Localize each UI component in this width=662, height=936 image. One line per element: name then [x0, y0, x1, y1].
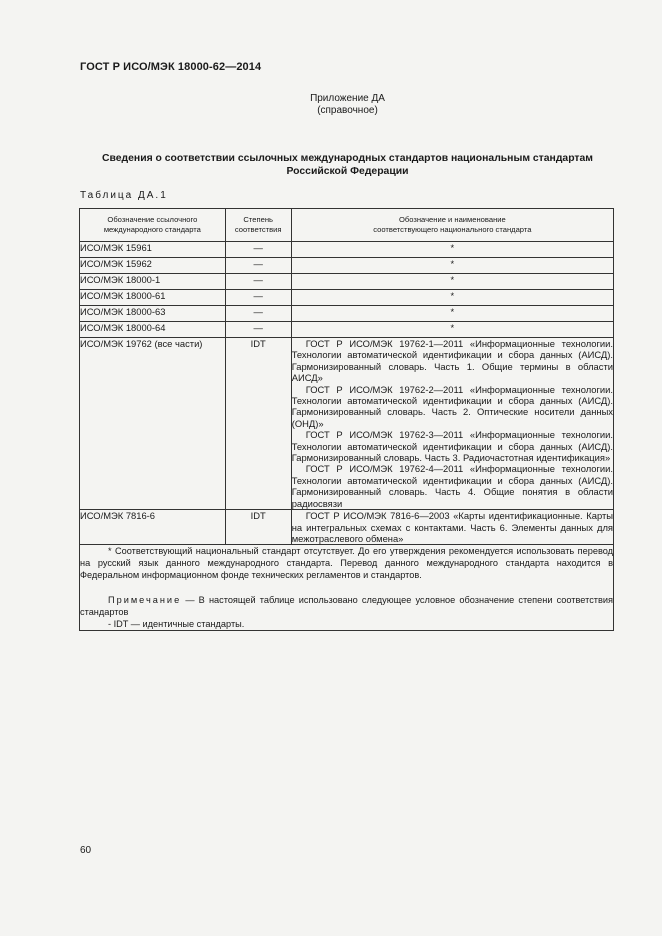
header-intl-standard-line-2: международного стандарта: [103, 225, 201, 234]
page-number: 60: [80, 845, 92, 856]
cell-code: ИСО/МЭК 7816-6: [80, 510, 226, 545]
cell-code: ИСО/МЭК 19762 (все части): [80, 338, 226, 510]
section-title: [80, 152, 615, 178]
table-row: [80, 322, 614, 338]
cell-degree: IDT: [225, 510, 291, 545]
section-title-line-2: Российской Федерации: [286, 166, 409, 177]
cell-code: ИСО/МЭК 18000-61: [80, 290, 226, 306]
national-standard-entry: ГОСТ Р ИСО/МЭК 7816-6—2003 «Карты идентификационные. Карты на интегральных схемах с контактами. Часть 6. Элементы данных для межотраслевого обмена»: [291, 510, 613, 544]
header-intl-standard-line-1: Обозначение ссылочного: [107, 215, 198, 224]
cell-degree: —: [225, 258, 291, 274]
cell-degree: —: [225, 274, 291, 290]
cell-code: ИСО/МЭК 15962: [80, 258, 226, 274]
cell-desc: [291, 510, 613, 545]
header-national-standard-line-1: Обозначение и наименование: [398, 215, 506, 224]
cell-desc: *: [291, 290, 613, 306]
header-national-standard-line-2: соответствующего национального стандарта: [373, 225, 532, 234]
table-header-row: [80, 209, 614, 242]
table-note: [80, 594, 613, 618]
cell-degree: IDT: [225, 338, 291, 510]
document-code: ГОСТ Р ИСО/МЭК 18000-62—2014: [80, 61, 262, 73]
correspondence-table: [79, 208, 614, 631]
cell-desc: *: [291, 306, 613, 322]
section-title-line-1: Сведения о соответствии ссылочных международных стандартов национальным стандартам: [102, 153, 593, 164]
header-degree-line-1: Степень: [243, 215, 274, 224]
note-text: — В настоящей таблице использовано следующее условное обозначение степени соответствия стандартов: [80, 595, 613, 618]
cell-code: ИСО/МЭК 15961: [80, 242, 226, 258]
table-caption: Таблица ДА.1: [80, 190, 168, 201]
header-national-standard: [291, 209, 613, 242]
cell-desc: *: [291, 274, 613, 290]
header-intl-standard: [80, 209, 226, 242]
table-footnotes: [80, 545, 614, 631]
table-row: [80, 242, 614, 258]
footnote: * Соответствующий национальный стандарт отсутствует. До его утверждения рекомендуется использовать перевод на русский язык данного международного стандарта. Перевод данного международного стандарта находится в Федеральном информационном фонде технических регламентов и стандартов.: [80, 546, 613, 581]
cell-degree: —: [225, 306, 291, 322]
annex-title: Приложение ДА: [310, 93, 385, 104]
cell-desc: [291, 338, 613, 510]
cell-degree: —: [225, 290, 291, 306]
note-label: Примечание: [108, 595, 182, 606]
table-row: [80, 274, 614, 290]
table-row: [80, 306, 614, 322]
header-degree-line-2: соответствия: [234, 225, 282, 234]
national-standard-entry: ГОСТ Р ИСО/МЭК 19762-2—2011 «Информационные технологии. Технологии автоматической идентификации и сбора данных (АИСД). Гармонизированный словарь. Часть 2. Оптические носители данных (ОНД)»: [291, 383, 613, 429]
cell-code: ИСО/МЭК 18000-64: [80, 322, 226, 338]
cell-degree: —: [225, 242, 291, 258]
cell-desc: *: [291, 242, 613, 258]
header-degree: [225, 209, 291, 242]
table-row: [80, 290, 614, 306]
national-standard-entry: ГОСТ Р ИСО/МЭК 19762-1—2011 «Информационные технологии. Технологии автоматической идентификации и сбора данных (АИСД). Гармонизированный словарь. Часть 1. Общие термины в области АИСД»: [291, 338, 613, 384]
cell-desc: *: [291, 322, 613, 338]
national-standard-entry: ГОСТ Р ИСО/МЭК 19762-4—2011 «Информационные технологии. Технологии автоматической идентификации и сбора данных (АИСД). Гармонизированный словарь. Часть 4. Общие понятия в области радиосвязи: [291, 463, 613, 509]
cell-code: ИСО/МЭК 18000-63: [80, 306, 226, 322]
national-standard-entry: ГОСТ Р ИСО/МЭК 19762-3—2011 «Информационные технологии. Технологии автоматической идентификации и сбора данных (АИСД). Гармонизированный словарь. Часть 3. Радиочастотная идентификация»: [291, 429, 613, 464]
table-row: [80, 510, 614, 545]
cell-degree: —: [225, 322, 291, 338]
note-item: - IDT — идентичные стандарты.: [108, 619, 245, 630]
table-footnote-row: [80, 545, 614, 631]
cell-desc: *: [291, 258, 613, 274]
table-row: [80, 338, 614, 510]
table-row: [80, 258, 614, 274]
annex-heading: [80, 93, 615, 117]
annex-subtitle: (справочное): [317, 105, 378, 116]
cell-code: ИСО/МЭК 18000-1: [80, 274, 226, 290]
